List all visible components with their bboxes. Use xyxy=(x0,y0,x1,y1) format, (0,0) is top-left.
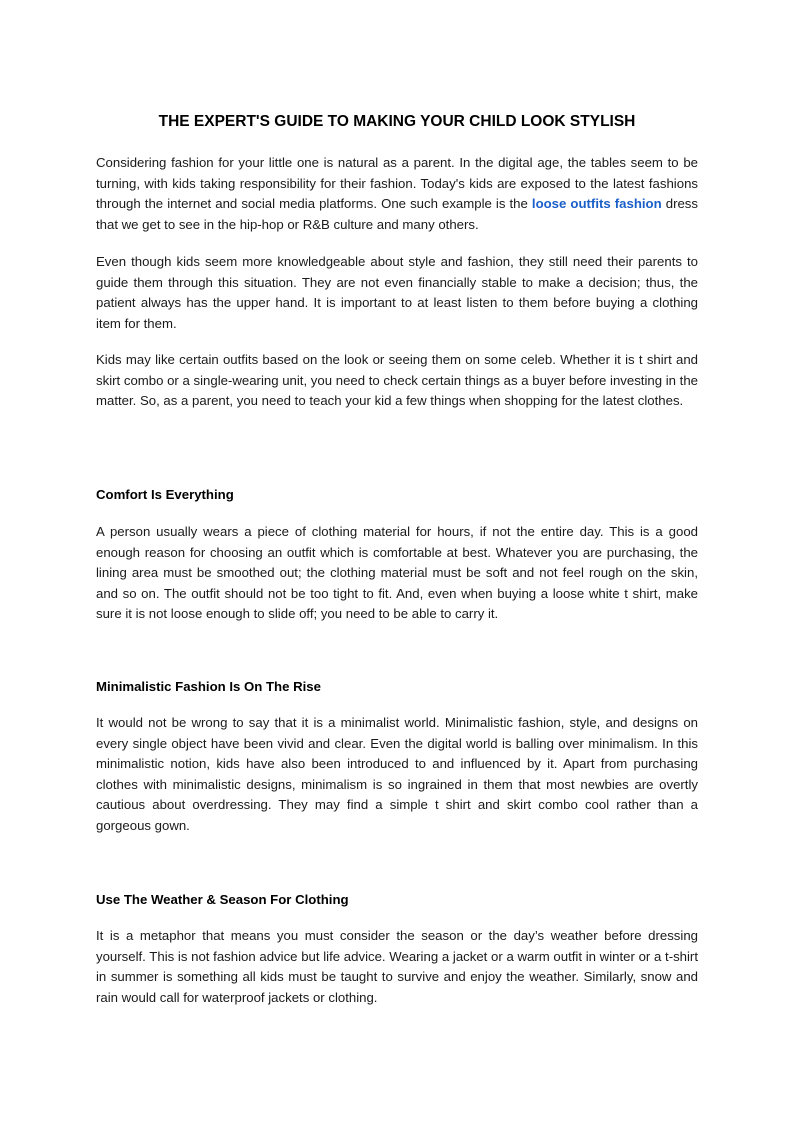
section-body-minimalistic: It would not be wrong to say that it is a minimalist world. Minimalistic fashion, style, and designs on every single object have been vivid and clear. Even the digital world is balling over minimalism. In this minimalistic notion, kids have also been introduced to and influenced by it. Apart from purchasing clothes with minimalistic designs, minimalism is so ingrained in them that most newbies are overtly cautious about overdressing. They may find a simple t shirt and skirt combo cool rather than a gorgeous gown. xyxy=(96,715,698,833)
intro-paragraph-1 xyxy=(96,153,698,235)
intro-text-after-link: dress that we get to see in the hip-hop or R&B culture and many others. xyxy=(96,196,698,232)
intro-paragraph-2: Even though kids seem more knowledgeable about style and fashion, they still need their parents to guide them through this situation. They are not even financially stable to make a decision; thus, the patient always has the upper hand. It is important to at least listen to them before buying a clothing item for them. xyxy=(96,254,698,331)
section-body-comfort: A person usually wears a piece of clothing material for hours, if not the entire day. This is a good enough reason for choosing an outfit which is comfortable at best. Whatever you are purchasing, the lining area must be smoothed out; the clothing material must be soft and not feel rough on the skin, and so on. The outfit should not be too tight to fit. And, even when buying a loose white t shirt, make sure it is not loose enough to slide off; you need to be able to carry it. xyxy=(96,524,698,622)
intro-paragraph-3: Kids may like certain outfits based on the look or seeing them on some celeb. Whether it is t shirt and skirt combo or a single-wearing unit, you need to check certain things as a buyer before investing in the matter. So, as a parent, you need to teach your kid a few things when shopping for the latest clothes. xyxy=(96,352,698,409)
section-heading-minimalistic: Minimalistic Fashion Is On The Rise xyxy=(96,679,321,694)
section-body-weather: It is a metaphor that means you must consider the season or the day’s weather before dressing yourself. This is not fashion advice but life advice. Wearing a jacket or a warm outfit in winter or a t-shirt in summer is something all kids must be taught to survive and enjoy the weather. Similarly, snow and rain would call for waterproof jackets or clothing. xyxy=(96,928,698,1005)
page-title: THE EXPERT'S GUIDE TO MAKING YOUR CHILD LOOK STYLISH xyxy=(158,113,636,130)
section-heading-comfort: Comfort Is Everything xyxy=(96,487,234,502)
section-heading-weather: Use The Weather & Season For Clothing xyxy=(96,892,349,907)
intro-text-before-link: Considering fashion for your little one is natural as a parent. In the digital age, the tables seem to be turning, with kids taking responsibility for their fashion. Today's kids are exposed to the latest fashions through the internet and social media platforms. One such example is the xyxy=(96,155,698,212)
loose-outfits-fashion-link[interactable]: loose outfits fashion xyxy=(531,196,662,212)
